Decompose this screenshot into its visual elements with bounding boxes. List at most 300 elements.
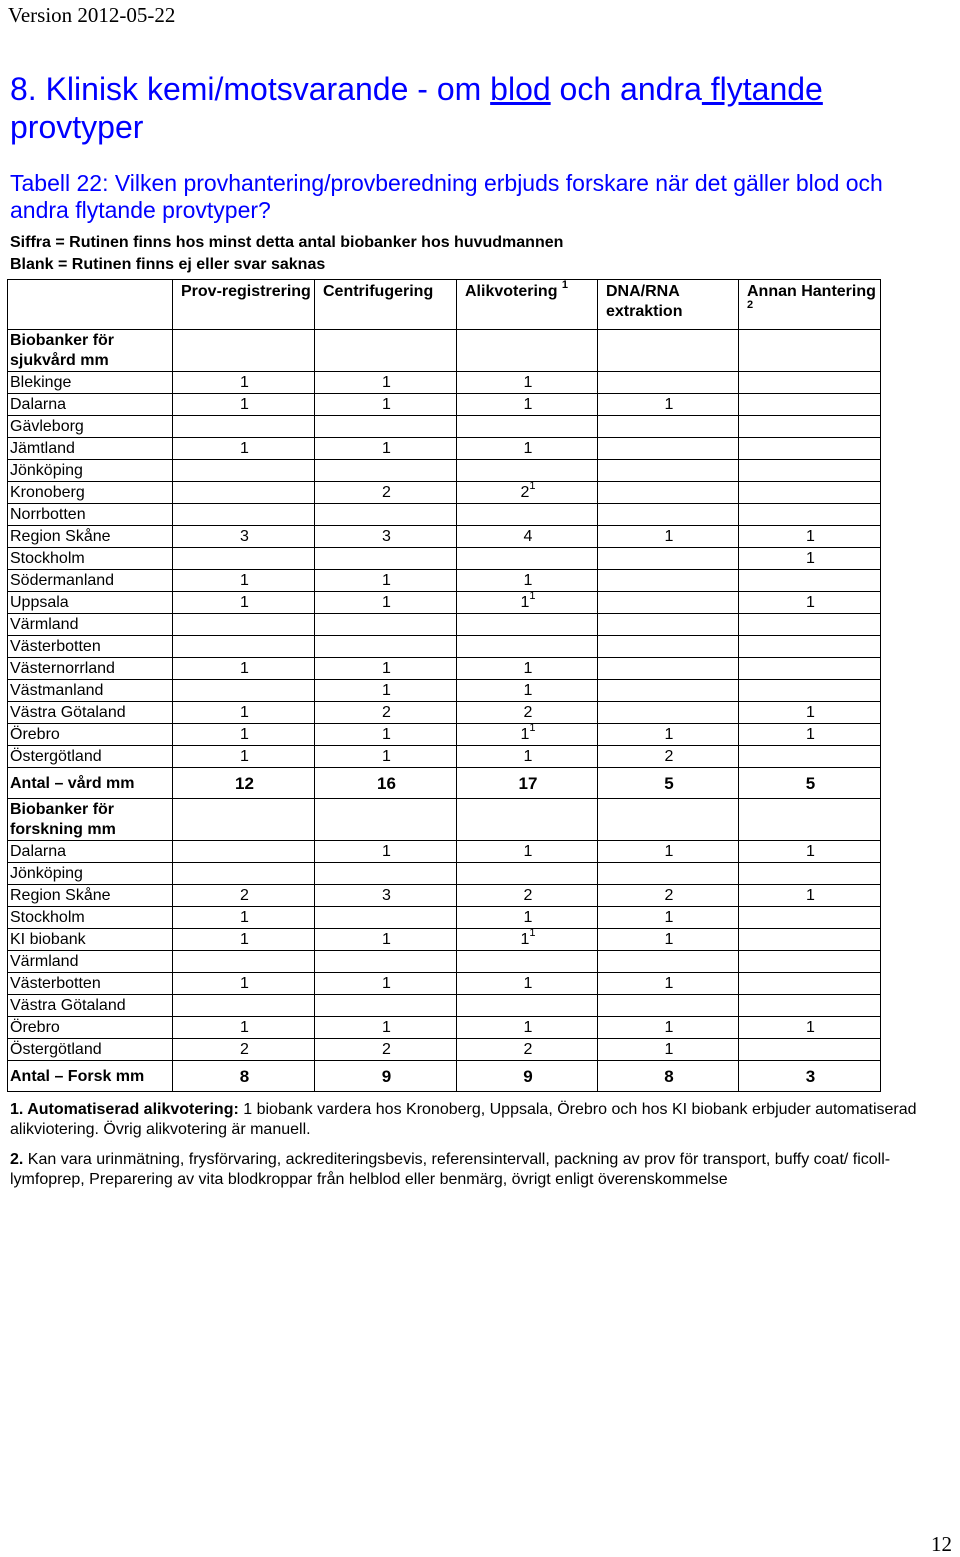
footnote-1-title: 1. Automatiserad alikvotering:: [10, 1101, 239, 1118]
cell-value: 1: [240, 374, 249, 391]
heading-link-blod[interactable]: blod: [490, 71, 551, 107]
value-cell: [173, 680, 315, 702]
value-cell: [315, 746, 457, 768]
value-cell: [173, 1017, 315, 1039]
column-header: [173, 280, 315, 330]
legend-line-1: Siffra = Rutinen finns hos minst detta antal biobanker hos huvudmannen: [10, 234, 564, 251]
total-row: [8, 1061, 881, 1092]
total-value: 5: [739, 768, 881, 799]
value-cell: [598, 592, 739, 614]
value-cell: [457, 589, 598, 614]
row-label: Västerbotten: [8, 636, 173, 658]
value-cell: [457, 372, 598, 394]
value-cell: [457, 863, 598, 885]
value-cell: [315, 841, 457, 863]
cell-value: 2: [240, 887, 249, 904]
value-cell: [598, 863, 739, 885]
value-cell: [739, 995, 881, 1017]
cell-value: 1: [664, 726, 674, 743]
empty-cell: [598, 330, 739, 372]
heading-link-flytande[interactable]: flytande: [701, 71, 823, 107]
footnote-1-text: 1 biobank vardera hos Kronoberg, Uppsala, Örebro och hos KI biobank erbjuder automatiserad alikviotering. Övrig alikvotering är manuell.: [10, 1101, 917, 1138]
header-corner-cell: [8, 280, 173, 330]
value-cell: [173, 841, 315, 863]
cell-value: 2: [240, 1041, 249, 1058]
cell-value: 1: [664, 396, 674, 413]
cell-value: 3: [382, 528, 391, 545]
cell-value: 1: [664, 909, 674, 926]
value-cell: [598, 907, 739, 929]
empty-cell: [739, 330, 881, 372]
value-cell: [173, 1039, 315, 1061]
value-cell: [173, 526, 315, 548]
value-cell: [739, 1017, 881, 1039]
heading-text: 8. Klinisk kemi/motsvarande - om: [10, 71, 491, 107]
cell-value: 1: [382, 660, 391, 677]
column-header-footnote: 2: [747, 298, 754, 311]
table-row: [8, 372, 881, 394]
value-cell: [173, 929, 315, 951]
cell-value: 2: [523, 704, 533, 721]
value-cell: [457, 951, 598, 973]
value-cell: [173, 907, 315, 929]
value-cell: [739, 548, 881, 570]
cell-value: 1: [806, 550, 815, 567]
cell-value: 1: [240, 594, 249, 611]
empty-cell: [173, 799, 315, 841]
row-label: Region Skåne: [8, 885, 173, 907]
row-label: Jönköping: [8, 863, 173, 885]
value-cell: [315, 863, 457, 885]
cell-value: 1: [240, 1019, 249, 1036]
value-cell: [598, 548, 739, 570]
cell-value: 1: [523, 660, 533, 677]
value-cell: [457, 548, 598, 570]
row-label: Södermanland: [8, 570, 173, 592]
value-cell: [173, 614, 315, 636]
empty-cell: [457, 799, 598, 841]
total-label: Antal – Forsk mm: [8, 1061, 173, 1092]
table-row: [8, 548, 881, 570]
column-header: [739, 280, 881, 330]
cell-value: 1: [240, 704, 249, 721]
row-label: Region Skåne: [8, 526, 173, 548]
value-cell: [739, 570, 881, 592]
value-cell: [598, 702, 739, 724]
value-cell: [739, 746, 881, 768]
value-cell: [315, 951, 457, 973]
cell-value: 1: [240, 975, 249, 992]
cell-value: 1: [382, 682, 391, 699]
cell-value: 2: [664, 748, 674, 765]
value-cell: [173, 658, 315, 680]
value-cell: [315, 929, 457, 951]
value-cell: [598, 614, 739, 636]
value-cell: [739, 863, 881, 885]
section-heading: [10, 70, 940, 146]
column-header: [457, 280, 598, 330]
value-cell: [315, 973, 457, 995]
value-cell: [457, 504, 598, 526]
row-label: Dalarna: [8, 394, 173, 416]
value-cell: [739, 841, 881, 863]
value-cell: [457, 926, 598, 951]
table-row: [8, 570, 881, 592]
value-cell: [739, 973, 881, 995]
table-row: [8, 724, 881, 746]
value-cell: [739, 614, 881, 636]
cell-value: 1: [523, 843, 533, 860]
table-row: [8, 394, 881, 416]
cell-value: 1: [664, 1041, 674, 1058]
total-value: 8: [598, 1061, 739, 1092]
value-cell: [739, 416, 881, 438]
total-value: 8: [173, 1061, 315, 1092]
empty-cell: [598, 799, 739, 841]
value-cell: [457, 746, 598, 768]
table-caption: Tabell 22: Vilken provhantering/provberedning erbjuds forskare när det gäller blod och andra flytande provtyper?: [10, 170, 883, 223]
row-label: Uppsala: [8, 592, 173, 614]
group-title: Biobanker för sjukvård mm: [8, 330, 173, 372]
table-row: [8, 526, 881, 548]
cell-value: 3: [240, 528, 249, 545]
column-header: [598, 280, 739, 330]
value-cell: [598, 680, 739, 702]
empty-cell: [173, 330, 315, 372]
cell-footnote: 1: [529, 926, 536, 939]
value-cell: [173, 438, 315, 460]
table-row: [8, 863, 881, 885]
row-label: Blekinge: [8, 372, 173, 394]
cell-value: 1: [806, 726, 815, 743]
cell-value: 2: [382, 1041, 391, 1058]
cell-value: 1: [382, 572, 391, 589]
row-label: KI biobank: [8, 929, 173, 951]
value-cell: [315, 504, 457, 526]
cell-footnote: 1: [529, 589, 536, 602]
version-label: Version 2012-05-22: [8, 3, 176, 27]
cell-value: 1: [240, 660, 249, 677]
value-cell: [739, 951, 881, 973]
value-cell: [315, 907, 457, 929]
value-cell: [315, 636, 457, 658]
value-cell: [173, 372, 315, 394]
value-cell: [315, 372, 457, 394]
value-cell: [598, 460, 739, 482]
cell-value: 1: [523, 975, 533, 992]
value-cell: [457, 841, 598, 863]
total-value: 9: [457, 1061, 598, 1092]
total-value: 3: [739, 1061, 881, 1092]
table-row: [8, 680, 881, 702]
row-label: Västernorrland: [8, 658, 173, 680]
value-cell: [598, 526, 739, 548]
cell-value: 1: [806, 887, 815, 904]
table-row: [8, 841, 881, 863]
cell-value: 1: [382, 748, 391, 765]
group-title-row: [8, 330, 881, 372]
cell-value: 1: [664, 931, 674, 948]
heading-text-mid: och andra: [550, 71, 702, 107]
row-label: Stockholm: [8, 548, 173, 570]
value-cell: [173, 570, 315, 592]
value-cell: [739, 526, 881, 548]
row-label: Västra Götaland: [8, 995, 173, 1017]
empty-cell: [457, 330, 598, 372]
cell-value: 2: [520, 484, 530, 501]
cell-value: 1: [664, 843, 674, 860]
row-label: Östergötland: [8, 746, 173, 768]
value-cell: [739, 504, 881, 526]
cell-value: 2: [523, 1041, 533, 1058]
value-cell: [457, 973, 598, 995]
table-row: [8, 702, 881, 724]
value-cell: [598, 636, 739, 658]
column-header-label: DNA/RNA extraktion: [606, 283, 683, 320]
legend-line-2: Blank = Rutinen finns ej eller svar saknas: [10, 256, 326, 273]
table-row: [8, 746, 881, 768]
value-cell: [598, 1017, 739, 1039]
value-cell: [315, 995, 457, 1017]
value-cell: [598, 746, 739, 768]
value-cell: [173, 504, 315, 526]
cell-footnote: 1: [529, 479, 536, 492]
value-cell: [457, 885, 598, 907]
table-row: [8, 592, 881, 614]
cell-value: 1: [382, 396, 391, 413]
cell-value: 1: [520, 726, 530, 743]
value-cell: [739, 885, 881, 907]
footnote-2-text: Kan vara urinmätning, frysförvaring, ackrediteringsbevis, referensintervall, packning av prov för transport, buffy coat/ ficoll-lymfoprep, Preparering av vita blodkroppar från helblod eller benmärg, övrigt enligt överenskommelse: [10, 1151, 891, 1188]
value-cell: [598, 885, 739, 907]
table-row: [8, 658, 881, 680]
value-cell: [598, 438, 739, 460]
heading-text-end: provtyper: [10, 109, 144, 145]
value-cell: [315, 548, 457, 570]
value-cell: [457, 438, 598, 460]
value-cell: [315, 592, 457, 614]
row-label: Västmanland: [8, 680, 173, 702]
cell-value: 1: [664, 975, 674, 992]
value-cell: [457, 658, 598, 680]
value-cell: [315, 1017, 457, 1039]
cell-value: 1: [240, 909, 249, 926]
value-cell: [598, 482, 739, 504]
value-cell: [173, 702, 315, 724]
column-header-label: Alikvotering: [465, 283, 562, 300]
row-label: Västra Götaland: [8, 702, 173, 724]
value-cell: [457, 570, 598, 592]
cell-value: 1: [382, 1019, 391, 1036]
footnotes: [10, 1100, 940, 1200]
value-cell: [739, 482, 881, 504]
total-value: 16: [315, 768, 457, 799]
value-cell: [457, 614, 598, 636]
value-cell: [315, 526, 457, 548]
value-cell: [315, 438, 457, 460]
value-cell: [598, 394, 739, 416]
value-cell: [173, 973, 315, 995]
table-row: [8, 416, 881, 438]
table-row: [8, 907, 881, 929]
row-label: Örebro: [8, 1017, 173, 1039]
value-cell: [739, 658, 881, 680]
cell-value: 2: [382, 484, 391, 501]
cell-value: 1: [240, 572, 249, 589]
table-row: [8, 973, 881, 995]
footnote-2-title: 2.: [10, 1151, 24, 1168]
cell-value: 1: [382, 440, 391, 457]
cell-value: 1: [520, 931, 530, 948]
row-label: Örebro: [8, 724, 173, 746]
value-cell: [598, 995, 739, 1017]
cell-value: 1: [523, 374, 533, 391]
row-label: Gävleborg: [8, 416, 173, 438]
value-cell: [739, 460, 881, 482]
cell-value: 1: [520, 594, 530, 611]
value-cell: [598, 1039, 739, 1061]
biobank-table: [7, 279, 881, 1092]
value-cell: [173, 460, 315, 482]
table-row: [8, 482, 881, 504]
value-cell: [315, 614, 457, 636]
value-cell: [457, 680, 598, 702]
row-label: Värmland: [8, 951, 173, 973]
cell-value: 1: [806, 528, 815, 545]
column-header-label: Prov-registrering: [181, 283, 311, 300]
cell-value: 1: [240, 440, 249, 457]
table-row: [8, 504, 881, 526]
column-header-label: Centrifugering: [323, 283, 434, 300]
cell-value: 1: [240, 726, 249, 743]
value-cell: [173, 995, 315, 1017]
total-value: 12: [173, 768, 315, 799]
row-label: Stockholm: [8, 907, 173, 929]
value-cell: [173, 394, 315, 416]
table-row: [8, 438, 881, 460]
value-cell: [457, 636, 598, 658]
column-header: [315, 280, 457, 330]
table-row: [8, 636, 881, 658]
value-cell: [173, 724, 315, 746]
value-cell: [457, 907, 598, 929]
row-label: Jönköping: [8, 460, 173, 482]
table-header-row: [8, 280, 881, 330]
value-cell: [173, 592, 315, 614]
value-cell: [173, 863, 315, 885]
row-label: Västerbotten: [8, 973, 173, 995]
value-cell: [739, 394, 881, 416]
value-cell: [598, 570, 739, 592]
cell-value: 1: [806, 594, 815, 611]
cell-value: 1: [382, 843, 391, 860]
value-cell: [173, 636, 315, 658]
table-row: [8, 929, 881, 951]
cell-value: 1: [240, 396, 249, 413]
value-cell: [457, 1017, 598, 1039]
value-cell: [315, 680, 457, 702]
value-cell: [598, 929, 739, 951]
value-cell: [457, 416, 598, 438]
column-header-footnote: 1: [561, 278, 569, 291]
value-cell: [739, 680, 881, 702]
cell-value: 1: [382, 931, 391, 948]
value-cell: [598, 372, 739, 394]
cell-value: 1: [523, 396, 533, 413]
row-label: Östergötland: [8, 1039, 173, 1061]
cell-value: 1: [523, 682, 533, 699]
value-cell: [457, 394, 598, 416]
value-cell: [315, 460, 457, 482]
value-cell: [173, 951, 315, 973]
value-cell: [598, 658, 739, 680]
table-row: [8, 995, 881, 1017]
cell-value: 1: [523, 909, 533, 926]
value-cell: [315, 482, 457, 504]
cell-value: 3: [382, 887, 391, 904]
total-value: 5: [598, 768, 739, 799]
value-cell: [457, 526, 598, 548]
value-cell: [173, 416, 315, 438]
total-label: Antal – vård mm: [8, 768, 173, 799]
row-label: Dalarna: [8, 841, 173, 863]
cell-value: 1: [240, 931, 249, 948]
value-cell: [173, 885, 315, 907]
value-cell: [739, 1039, 881, 1061]
empty-cell: [315, 330, 457, 372]
value-cell: [315, 702, 457, 724]
value-cell: [598, 973, 739, 995]
total-row: [8, 768, 881, 799]
cell-value: 1: [664, 1019, 674, 1036]
footnote-2: [10, 1150, 940, 1190]
value-cell: [739, 372, 881, 394]
cell-footnote: 1: [529, 721, 536, 734]
page-number: 12: [931, 1532, 952, 1556]
value-cell: [173, 548, 315, 570]
empty-cell: [315, 799, 457, 841]
value-cell: [315, 570, 457, 592]
value-cell: [739, 724, 881, 746]
cell-value: 4: [523, 528, 533, 545]
row-label: Värmland: [8, 614, 173, 636]
group-title-row: [8, 799, 881, 841]
cell-value: 1: [240, 748, 249, 765]
value-cell: [173, 482, 315, 504]
value-cell: [173, 746, 315, 768]
value-cell: [457, 995, 598, 1017]
table-row: [8, 460, 881, 482]
value-cell: [598, 951, 739, 973]
value-cell: [457, 1039, 598, 1061]
cell-value: 1: [382, 975, 391, 992]
value-cell: [739, 438, 881, 460]
cell-value: 1: [806, 704, 815, 721]
cell-value: 1: [523, 572, 533, 589]
column-header-label: Annan Hantering: [747, 283, 876, 300]
value-cell: [739, 592, 881, 614]
value-cell: [315, 416, 457, 438]
value-cell: [315, 394, 457, 416]
cell-value: 1: [382, 374, 391, 391]
empty-cell: [739, 799, 881, 841]
table-row: [8, 885, 881, 907]
cell-value: 1: [382, 726, 391, 743]
value-cell: [598, 416, 739, 438]
cell-value: 2: [382, 704, 391, 721]
cell-value: 1: [382, 594, 391, 611]
row-label: Kronoberg: [8, 482, 173, 504]
